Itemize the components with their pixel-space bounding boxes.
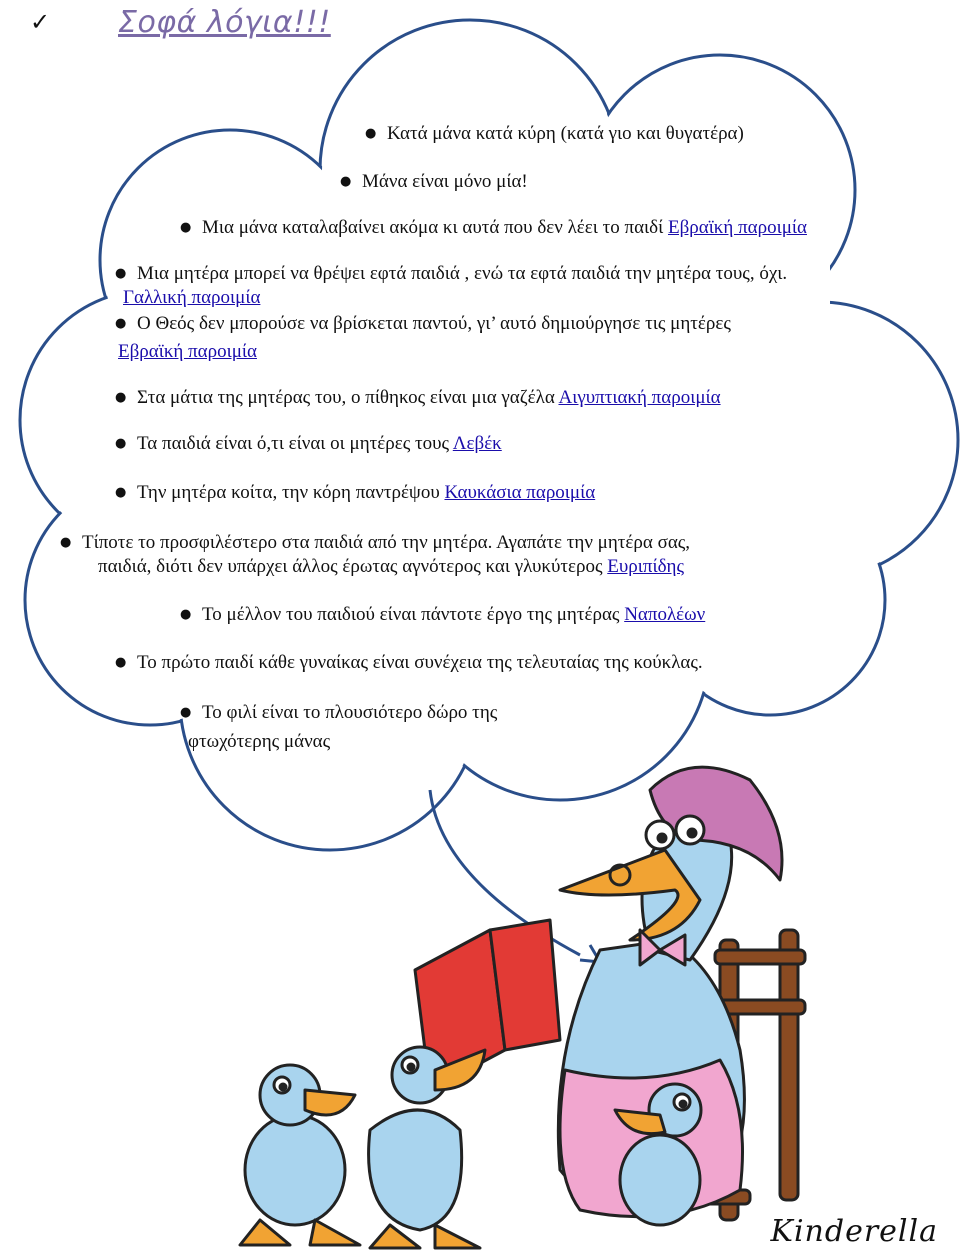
quote-11: ● Το πρώτο παιδί κάθε γυναίκας είναι συνέχεια της τελευταίας της κούκλας. — [115, 652, 703, 673]
quote-7: ● Τα παιδιά είναι ό,τι είναι οι μητέρες τους Λεβέκ — [115, 433, 502, 454]
quote-2: ● Μάνα είναι μόνο μία! — [340, 171, 528, 192]
quote-5-source — [118, 340, 257, 364]
checkmark-icon: ✓ — [30, 8, 51, 36]
quote-8: ● Την μητέρα κοίτα, την κόρη παντρέψου Καυκάσια παροιμία — [115, 482, 596, 503]
quote-4: ● Μια μητέρα μπορεί να θρέψει εφτά παιδιά , ενώ τα εφτά παιδιά την μητέρα τους, όχι. — [115, 263, 788, 284]
source-link[interactable]: Λεβέκ — [452, 433, 502, 454]
title-row — [30, 0, 331, 44]
source-link[interactable]: Ναπολέων — [624, 604, 706, 625]
source-link[interactable]: Ευριπίδης — [607, 556, 684, 577]
gosling-lap-body — [620, 1135, 700, 1225]
page-title: Σοφά λόγια!!! — [118, 4, 331, 40]
quote-3: ● Μια μάνα καταλαβαίνει ακόμα κι αυτά που δεν λέει το παιδί Εβραϊκή παροιμία — [180, 217, 807, 238]
signature: Kinderella — [770, 1214, 938, 1249]
mother-goose-illustration — [220, 750, 820, 1250]
quote-10: ● Το μέλλον του παιδιού είναι πάντοτε έργο της μητέρας Ναπολέων — [180, 604, 706, 625]
quote-4-source — [123, 286, 260, 310]
source-link[interactable]: Εβραϊκή παροιμία — [118, 341, 257, 362]
gosling-left-beak — [305, 1090, 355, 1115]
quote-12: ● Το φιλί είναι το πλουσιότερο δώρο της — [180, 702, 498, 723]
source-link[interactable]: Αιγυπτιακή παροιμία — [558, 387, 721, 408]
quote-6: ● Στα μάτια της μητέρας του, ο πίθηκος είναι μια γαζέλα Αιγυπτιακή παροιμία — [115, 387, 721, 408]
gosling-left-body — [245, 1115, 345, 1225]
source-link[interactable]: Εβραϊκή παροιμία — [667, 217, 807, 238]
quote-9: ● Τίποτε το προσφιλέστερο στα παιδιά από την μητέρα. Αγαπάτε την μητέρα σας, — [60, 532, 691, 553]
gosling-middle-body — [369, 1110, 462, 1230]
quote-5: ● Ο Θεός δεν μπορούσε να βρίσκεται παντού, γι’ αυτό δημιούργησε τις μητέρες — [115, 313, 731, 334]
source-link[interactable]: Καυκάσια παροιμία — [444, 482, 596, 503]
source-link[interactable]: Γαλλική παροιμία — [123, 287, 261, 308]
quote-12-continued: φτωχότερης μάνας — [188, 731, 331, 752]
quote-1: ● Κατά μάνα κατά κύρη (κατά γιο και θυγατέρα) — [365, 123, 744, 144]
quote-9-continued: παιδιά, διότι δεν υπάρχει άλλος έρωτας αγνότερος και γλυκύτερος Ευριπίδης — [98, 556, 684, 577]
